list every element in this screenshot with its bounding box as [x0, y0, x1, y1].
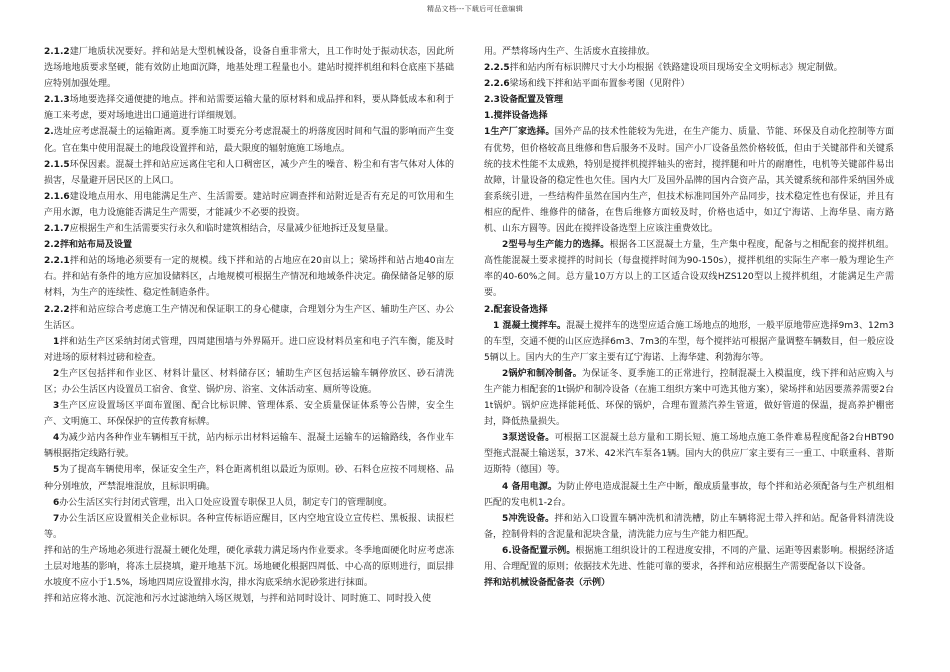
paragraph	[44, 366, 454, 398]
paragraph	[44, 302, 454, 334]
paragraph-number: 2.2.2	[44, 304, 70, 315]
paragraph-number: 6	[53, 497, 60, 508]
paragraph-text: 拌和站的生产场地必须进行混凝土硬化处理，硬化承载力满足场内作业要求。冬季地面硬化时应考虑冻土层对地基的影响，将冻土层挠填，避开地基下沉。场地硬化根据四周低、中心高的原则进行，面层排水坡度不应小于1.5%，场地四周应设置排水沟，排水沟底采纳水泥砂浆进行抹面。	[44, 545, 454, 589]
paragraph-text: 场地要选择交通便捷的地点。拌和站需要运输大量的原材料和成品拌和料，要从降低成本和利于施工来考虑，要对场地进出口通道进行详细规划。	[44, 95, 454, 122]
paragraph-number: 7	[53, 513, 60, 524]
paragraph-number: 1 混凝土搅拌车。	[493, 320, 567, 331]
paragraph	[44, 430, 454, 462]
paragraph-number: 5	[53, 465, 60, 476]
paragraph	[44, 92, 454, 124]
paragraph-number: 2.1.7	[44, 224, 70, 235]
paragraph-number: 2锅炉和制冷制备。	[502, 368, 582, 379]
paragraph	[44, 511, 454, 543]
paragraph	[484, 479, 894, 511]
paragraph-number: 2.2.5	[484, 63, 510, 74]
paragraph	[44, 253, 454, 301]
paragraph-number: 2.1.3	[44, 95, 70, 106]
paragraph-number: 4 备用电源。	[502, 481, 558, 492]
paragraph	[44, 591, 454, 607]
paragraph-number: 2	[53, 368, 60, 379]
section-heading: 1.搅拌设备选择	[484, 111, 548, 122]
paragraph	[484, 237, 894, 301]
paragraph-number: 2.	[44, 127, 54, 138]
paragraph-number: 5冲洗设备。	[502, 513, 555, 524]
paragraph-number: 3泵送设备。	[502, 433, 555, 444]
paragraph	[484, 543, 894, 575]
paragraph-number: 1生产厂家选择。	[484, 127, 555, 138]
paragraph-text: 建厂地质状况要好。拌和站是大型机械设备，设备自重非常大，且工作时处于振动状态，因此所选场地地质要求坚硬，能有效防止地面沉降，地基处理工程量也小。建站时搅拌机组和料仓底座下基础应特别加强处理。	[44, 47, 454, 90]
paragraph	[484, 318, 894, 366]
paragraph-number: 2.2.1	[44, 256, 70, 267]
paragraph-text: 办公生活区实行封闭式管理，出入口处应设置专职保卫人员，制定专门的管理制度。	[59, 497, 393, 508]
paragraph	[44, 334, 454, 366]
section-heading: 2.2拌和站布局及设置	[44, 240, 132, 251]
paragraph-number: 2.2.6	[484, 79, 510, 90]
paragraph-text: 拌和站应综合考虑施工生产情况和保证职工的身心健康，合理划分为生产区、辅助生产区、办公生活区。	[44, 304, 454, 331]
paragraph-number: 1	[53, 336, 60, 347]
paragraph-text: 应根据生产和生活需要实行永久和临时建筑相结合，尽量减少征地拆迁及复垦量。	[69, 224, 394, 235]
paragraph-text: 为了提高车辆使用率，保证安全生产，料仓距离机组以最近为原则。砂、石料仓应按不同规格、品种分别堆放，严禁混堆混放，且标识明确。	[44, 465, 454, 492]
paragraph-text: 可根据工区混凝土总方量和工期长短、施工场地点施工条件难易程度配备2台HBT90型拖式混凝土输送泵，37米、42米汽车泵各1辆。国内大的供应厂家主要有三一重工、中联重科、普斯迈斯特（德国）等。	[484, 433, 894, 476]
paragraph-number: 2.1.2	[44, 47, 70, 57]
paragraph-text: 为防止停电造成混凝土生产中断，酿成质量事故，每个拌和站必须配备与生产机组相匹配的发电机1-2台。	[484, 481, 894, 508]
paragraph	[44, 124, 454, 156]
paragraph	[484, 511, 894, 543]
paragraph	[484, 430, 894, 478]
paragraph-text: 国外产品的技术性能较为先进，在生产能力、质量、节能、环保及自动化控制等方面有优势，但价格较高且维修和售后服务不及时。国产小厂设备虽然价格较低，但由于关键部件和关键系统的技术性能不太成熟，特别是搅拌机搅拌轴头的密封，搅拌腿和叶片的耐磨性，电机等关键部件易出故障，计量设备的稳定性也欠佳。国内大厂及国外品牌的国内合资产品，其关键系统和部件采纳国外成套系统引进，一些结构件虽然在国内生产，但技术标准同国外产品同步，技术稳定性也有保证，并且有相应的配件、维修件的储备，在售后维修方面较及时，价格也适中，如辽宁海诺、上海华垦、南方路机、山东方圆等。因此在搅拌设备选型上应该注重费效比。	[484, 127, 894, 235]
paragraph	[484, 366, 894, 430]
paragraph-text: 混凝土搅拌车的选型应适合施工场地点的地形，一般平原地带应选择9m3、12m3的车型，交通不便的山区应选择6m3、7m3的车型，每个搅拌站可根据产量调整车辆数目，但一般应设5辆以上。国内大的生产厂家主要有辽宁海诺、上海华建、利勃海尔等。	[484, 320, 894, 363]
paragraph-text: 根据施工组织设计的工程进度安排，不同的产量、运距等因素影响。根据经济适用、合理配置的原则；依据技术先进、性能可靠的要求，各拌和站应根据生产需要配备以下设备。	[484, 545, 894, 572]
paragraph-text: 办公生活区应设置相关企业标识。各种宣传标语应醒目，区内空地宜设立宣传栏、黑板报、读报栏等。	[44, 513, 454, 540]
paragraph-number: 3	[53, 401, 60, 412]
paragraph-text: 梁场和线下拌和站平面布置参考图（见附件）	[509, 79, 690, 90]
paragraph-text: 为减少站内各种作业车辆相互干扰，站内标示出材料运输车、混凝土运输车的运输路线，各作业车辆根据指定线路行驶。	[44, 433, 454, 460]
paragraph	[484, 124, 894, 237]
paragraph-number: 6.设备配置示例。	[502, 545, 576, 556]
paragraph-text: 拌和站生产区采纳封闭式管理，四周建围墙与外界隔开。进口应设材料员室和电子汽车衡，能及时对进场的原材料过磅和检查。	[44, 336, 454, 363]
paragraph	[44, 44, 454, 92]
paragraph	[44, 157, 454, 189]
left-column	[44, 44, 454, 607]
paragraph	[44, 189, 454, 221]
paragraph	[44, 221, 454, 237]
paragraph	[44, 462, 454, 494]
right-column	[484, 44, 894, 591]
paragraph-text: 根据各工区混凝土方量，生产集中程度，配备与之相配套的搅拌机组。高性能混凝土要求搅拌的时间长（每盘搅拌时间为90-150s），搅拌机组的实际生产率一般为理论生产率的40-60%之间。总方量10万方以上的工区适合设双线HZS120型以上搅拌机组，才能满足生产需要。	[484, 240, 894, 299]
paragraph-text: 拌和站入口设置车辆冲洗机和清洗槽，防止车辆将泥土带入拌和站。配备骨料清洗设备，控制骨料的含泥量和泥块含量，清洗能力应与生产能力相匹配。	[484, 513, 894, 540]
section-heading: 拌和站机械设备配备表（示例）	[484, 578, 611, 589]
paragraph-text: 拌和站内所有标识牌尺寸大小均根据《铁路建设项目现场安全文明标志》规定制做。	[509, 63, 843, 74]
page-header-text: 精品文档---下载后可任意编辑	[426, 5, 524, 13]
paragraph-number: 4	[53, 433, 60, 444]
paragraph-number: 2.1.6	[44, 191, 70, 202]
paragraph-text: 用。严禁将场内生产、生活废水直接排放。	[484, 47, 656, 57]
paragraph-number: 2型号与生产能力的选择。	[502, 240, 610, 251]
paragraph	[44, 495, 454, 511]
paragraph-number: 2.1.5	[44, 159, 70, 170]
paragraph-text: 选址应考虑混凝土的运输距离。夏季施工时要充分考虑混凝土的坍落度因时间和气温的影响而产生变化。官在集中使用混凝土的地段设置拌和站，最大限度的辐射施施工场地点。	[44, 127, 454, 154]
paragraph	[44, 543, 454, 591]
paragraph-text: 为保证冬、夏季施工的正常进行，控制混凝土入模温度，线下拌和站应购入与生产能力相配套的1t锅炉和制冷设备（在施工组织方案中可选其他方案），梁场拌和站因要蒸养需要2台1t锅炉。锅炉应选择能耗低、环保的锅炉，合理布置蒸汽养生管道，做好管道的保温，提高养护棚密封，降低热量损失。	[484, 368, 894, 428]
paragraph	[484, 60, 894, 76]
paragraph	[484, 76, 894, 92]
paragraph	[484, 44, 894, 60]
section-heading: 2.配套设备选择	[484, 304, 548, 315]
paragraph-text: 生产区包括拌和作业区、材料计量区、材料储存区；辅助生产区包括运输车辆停放区、砂石清洗区；办公生活区内设置员工宿舍、食堂、锅炉房、浴室、文体活动室、厕所等设施。	[44, 368, 454, 395]
paragraph-text: 拌和站应将水池、沉淀池和污水过滤池纳入场区规划，与拌和站同时设计、同时施工、同时投入使	[44, 594, 432, 605]
section-heading: 2.3设备配置及管理	[484, 95, 563, 106]
paragraph-text: 生产区应设置场区平面布置图、配合比标识牌、管理体系、安全质量保证体系等公告牌，安全生产、文明施工、环保保护的宣传教育标牌。	[44, 401, 454, 428]
paragraph-text: 拌和站的场地必须要有一定的规模。线下拌和站的占地应在20亩以上；梁场拌和站占地40亩左右。拌和站有条件的地方应加设储料区，占地规模可根据生产情况和地域条件决定。确保储备足够的原材料，为生产的连续性、稳定性制造条件。	[44, 256, 454, 299]
paragraph-text: 建设地点用水、用电能满足生产、生活需要。建站时应调查拌和站附近是否有充足的可饮用和生产用水源，电力设施能否满足生产需要，才能减少不必要的投资。	[44, 191, 454, 218]
paragraph-text: 环保因素。混凝土拌和站应远离住宅和人口稠密区，减少产生的噪音、粉尘和有害气体对人体的损害，尽量避开居民区的上风口。	[44, 159, 454, 186]
paragraph	[44, 398, 454, 430]
